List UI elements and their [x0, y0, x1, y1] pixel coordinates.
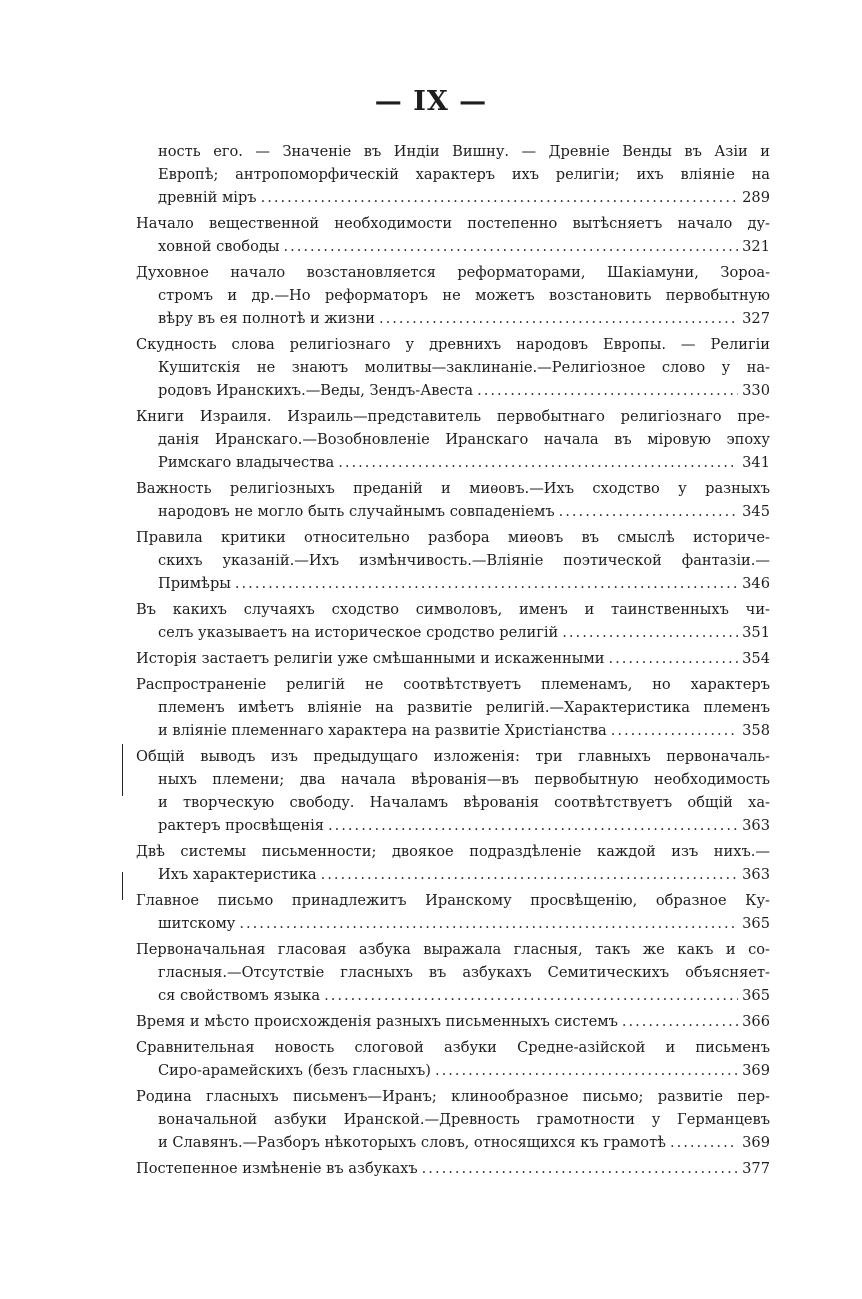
page-reference: 341 — [742, 454, 770, 471]
dot-leader — [431, 1059, 738, 1082]
toc-entry-line — [136, 768, 770, 791]
dot-leader — [334, 451, 738, 474]
toc-entry — [136, 745, 770, 840]
toc-entry-line — [136, 791, 770, 814]
toc-entry — [136, 1157, 770, 1183]
toc-entry — [136, 1085, 770, 1157]
entry-text: Время и мѣсто происхожденія разныхъ письменныхъ системъ — [136, 1013, 618, 1030]
entry-text: древній міръ — [158, 189, 257, 206]
entry-text: Исторія застаетъ религіи уже смѣшанными и искаженными — [136, 650, 605, 667]
page-reference: 327 — [742, 310, 770, 327]
toc-entry-line — [136, 500, 770, 523]
entry-text: Кушитскія не знаютъ молитвы—заклинаніе.—Религіозное слово у на- — [158, 359, 770, 376]
entry-text: Въ какихъ случаяхъ сходство символовъ, именъ и таинственныхъ чи- — [136, 601, 770, 618]
toc-entry-line — [136, 745, 770, 768]
toc-entry-line — [136, 451, 770, 474]
toc-entry-line — [136, 938, 770, 961]
toc-entry-line — [136, 212, 770, 235]
toc-entry-line — [136, 405, 770, 428]
entry-text: данія Иранскаго.—Возобновленіе Иранскаго начала въ міровую эпоху — [158, 431, 770, 448]
dot-leader — [473, 379, 738, 402]
page-reference: 330 — [742, 382, 770, 399]
entry-text: Правила критики относительно разбора миѳовъ въ смыслѣ историче- — [136, 529, 770, 546]
page-reference: 363 — [742, 866, 770, 883]
dot-leader — [231, 572, 738, 595]
page-reference: 369 — [742, 1062, 770, 1079]
toc-entry-line — [136, 1131, 770, 1154]
dot-leader — [257, 186, 738, 209]
entry-text: Сиро-арамейскихъ (безъ гласныхъ) — [158, 1062, 431, 1079]
page-reference: 365 — [742, 915, 770, 932]
entry-text: Постепенное измѣненіе въ азбукахъ — [136, 1160, 418, 1177]
toc-entry — [136, 212, 770, 261]
page-reference: 289 — [742, 189, 770, 206]
entry-text: шитскому — [158, 915, 236, 932]
page-reference: 354 — [742, 650, 770, 667]
table-of-contents — [136, 140, 770, 1183]
entry-text: Общій выводъ изъ предыдущаго изложенія: три главныхъ первоначаль- — [136, 748, 770, 765]
page-reference: 369 — [742, 1134, 770, 1151]
page-reference: 366 — [742, 1013, 770, 1030]
toc-entry-line — [136, 1010, 770, 1033]
toc-entry — [136, 647, 770, 673]
toc-entry — [136, 889, 770, 938]
dot-leader — [317, 863, 738, 886]
entry-text: Главное письмо принадлежитъ Иранскому просвѣщенію, образное Ку- — [136, 892, 770, 909]
entry-text: Ихъ характеристика — [158, 866, 317, 883]
toc-entry — [136, 598, 770, 647]
entry-text: Первоначальная гласовая азбука выражала гласныя, такъ же какъ и со- — [136, 941, 770, 958]
toc-entry-line — [136, 261, 770, 284]
toc-entry-line — [136, 356, 770, 379]
entry-text: Римскаго владычества — [158, 454, 335, 471]
toc-entry — [136, 477, 770, 526]
toc-entry-line — [136, 912, 770, 935]
entry-text: народовъ не могло быть случайнымъ совпаденіемъ — [158, 503, 555, 520]
margin-pencil-mark — [122, 872, 123, 900]
toc-entry-line — [136, 863, 770, 886]
toc-entry-line — [136, 814, 770, 837]
dot-leader — [324, 814, 738, 837]
entry-text: рактеръ просвѣщенія — [158, 817, 324, 834]
toc-entry-line — [136, 163, 770, 186]
page-number-header: — IX — — [374, 86, 488, 117]
entry-text: воначальной азбуки Иранской.—Древность грамотности у Германцевъ — [158, 1111, 770, 1128]
dot-leader — [666, 1131, 738, 1154]
toc-entry — [136, 405, 770, 477]
entry-text: Примѣры — [158, 575, 231, 592]
toc-entry-line — [136, 235, 770, 258]
toc-entry-line — [136, 1036, 770, 1059]
toc-entry-line — [136, 1085, 770, 1108]
toc-entry — [136, 526, 770, 598]
page-reference: 346 — [742, 575, 770, 592]
page-reference: 345 — [742, 503, 770, 520]
dot-leader — [418, 1157, 738, 1180]
toc-entry-line — [136, 840, 770, 863]
entry-text: Европѣ; антропоморфическій характеръ ихъ религіи; ихъ вліяніе на — [158, 166, 770, 183]
toc-entry-line — [136, 572, 770, 595]
toc-entry-line — [136, 1157, 770, 1180]
page-reference: 351 — [742, 624, 770, 641]
toc-entry — [136, 1036, 770, 1085]
dot-leader — [618, 1010, 738, 1033]
page-reference: 365 — [742, 987, 770, 1004]
entry-text: Родина гласныхъ письменъ—Иранъ; клинообразное письмо; развитіе пер- — [136, 1088, 770, 1105]
entry-text: Книги Израиля. Израиль—представитель первобытнаго религіознаго пре- — [136, 408, 770, 425]
toc-entry — [136, 938, 770, 1010]
entry-text: стромъ и др.—Но реформаторъ не можетъ возстановить первобытную — [158, 287, 770, 304]
dot-leader — [375, 307, 738, 330]
entry-text: Сравнительная новость слоговой азбуки Средне-азійской и письменъ — [136, 1039, 770, 1056]
toc-entry-line — [136, 889, 770, 912]
entry-text: Двѣ системы письменности; двоякое подраздѣленіе каждой изъ нихъ.— — [136, 843, 770, 860]
toc-entry — [136, 1010, 770, 1036]
margin-pencil-mark — [122, 744, 123, 796]
entry-text: ныхъ племени; два начала вѣрованія—въ первобытную необходимость — [158, 771, 770, 788]
toc-entry-line — [136, 428, 770, 451]
toc-entry-line — [136, 696, 770, 719]
entry-text: и творческую свободу. Началамъ вѣрованія соотвѣтствуетъ общій ха- — [158, 794, 770, 811]
toc-entry-line — [136, 333, 770, 356]
entry-text: племенъ имѣетъ вліяніе на развитіе религій.—Характеристика племенъ — [158, 699, 770, 716]
toc-entry-line — [136, 307, 770, 330]
entry-text: ность его. — Значеніе въ Индіи Вишну. — Древніе Венды въ Азіи и — [158, 143, 770, 160]
toc-entry-line — [136, 379, 770, 402]
toc-entry-line — [136, 621, 770, 644]
toc-entry-line — [136, 961, 770, 984]
entry-text: и Славянъ.—Разборъ нѣкоторыхъ словъ, относящихся къ грамотѣ — [158, 1134, 666, 1151]
toc-entry-line — [136, 719, 770, 742]
toc-entry — [136, 673, 770, 745]
toc-entry — [136, 840, 770, 889]
entry-text: гласныя.—Отсутствіе гласныхъ въ азбукахъ Семитическихъ объясняет- — [158, 964, 770, 981]
page-reference: 321 — [742, 238, 770, 255]
entry-text: ся свойствомъ языка — [158, 987, 321, 1004]
toc-entry-line — [136, 140, 770, 163]
entry-text: Скудность слова религіознаго у древнихъ народовъ Европы. — Религіи — [136, 336, 770, 353]
entry-text: родовъ Иранскихъ.—Веды, Зендъ-Авеста — [158, 382, 474, 399]
dot-leader — [607, 719, 738, 742]
entry-text: Распространеніе религій не соотвѣтствуетъ племенамъ, но характеръ — [136, 676, 770, 693]
page-reference: 377 — [742, 1160, 770, 1177]
toc-entry-line — [136, 186, 770, 209]
toc-entry — [136, 333, 770, 405]
dot-leader — [604, 647, 738, 670]
toc-entry — [136, 140, 770, 212]
dot-leader — [235, 912, 738, 935]
dot-leader — [558, 621, 738, 644]
dot-leader — [320, 984, 738, 1007]
toc-entry-line — [136, 549, 770, 572]
entry-text: ховной свободы — [158, 238, 280, 255]
entry-text: селъ указываетъ на историческое сродство религій — [158, 624, 559, 641]
page-reference: 358 — [742, 722, 770, 739]
page-reference: 363 — [742, 817, 770, 834]
toc-entry-line — [136, 284, 770, 307]
toc-entry-line — [136, 526, 770, 549]
toc-entry-line — [136, 673, 770, 696]
toc-entry — [136, 261, 770, 333]
toc-entry-line — [136, 1059, 770, 1082]
entry-text: Духовное начало возстановляется реформаторами, Шакіамуни, Зороа- — [136, 264, 770, 281]
entry-text: скихъ указаній.—Ихъ измѣнчивость.—Вліяніе поэтической фантазіи.— — [158, 552, 770, 569]
entry-text: и вліяніе племеннаго характера на развитіе Христіанства — [158, 722, 607, 739]
dot-leader — [555, 500, 738, 523]
toc-entry-line — [136, 1108, 770, 1131]
entry-text: Важность религіозныхъ преданій и миѳовъ.—Ихъ сходство у разныхъ — [136, 480, 770, 497]
toc-entry-line — [136, 984, 770, 1007]
toc-entry-line — [136, 647, 770, 670]
toc-entry-line — [136, 598, 770, 621]
dot-leader — [279, 235, 738, 258]
entry-text: Начало вещественной необходимости постепенно вытѣсняетъ начало ду- — [136, 215, 770, 232]
toc-entry-line — [136, 477, 770, 500]
entry-text: вѣру въ ея полнотѣ и жизни — [158, 310, 375, 327]
